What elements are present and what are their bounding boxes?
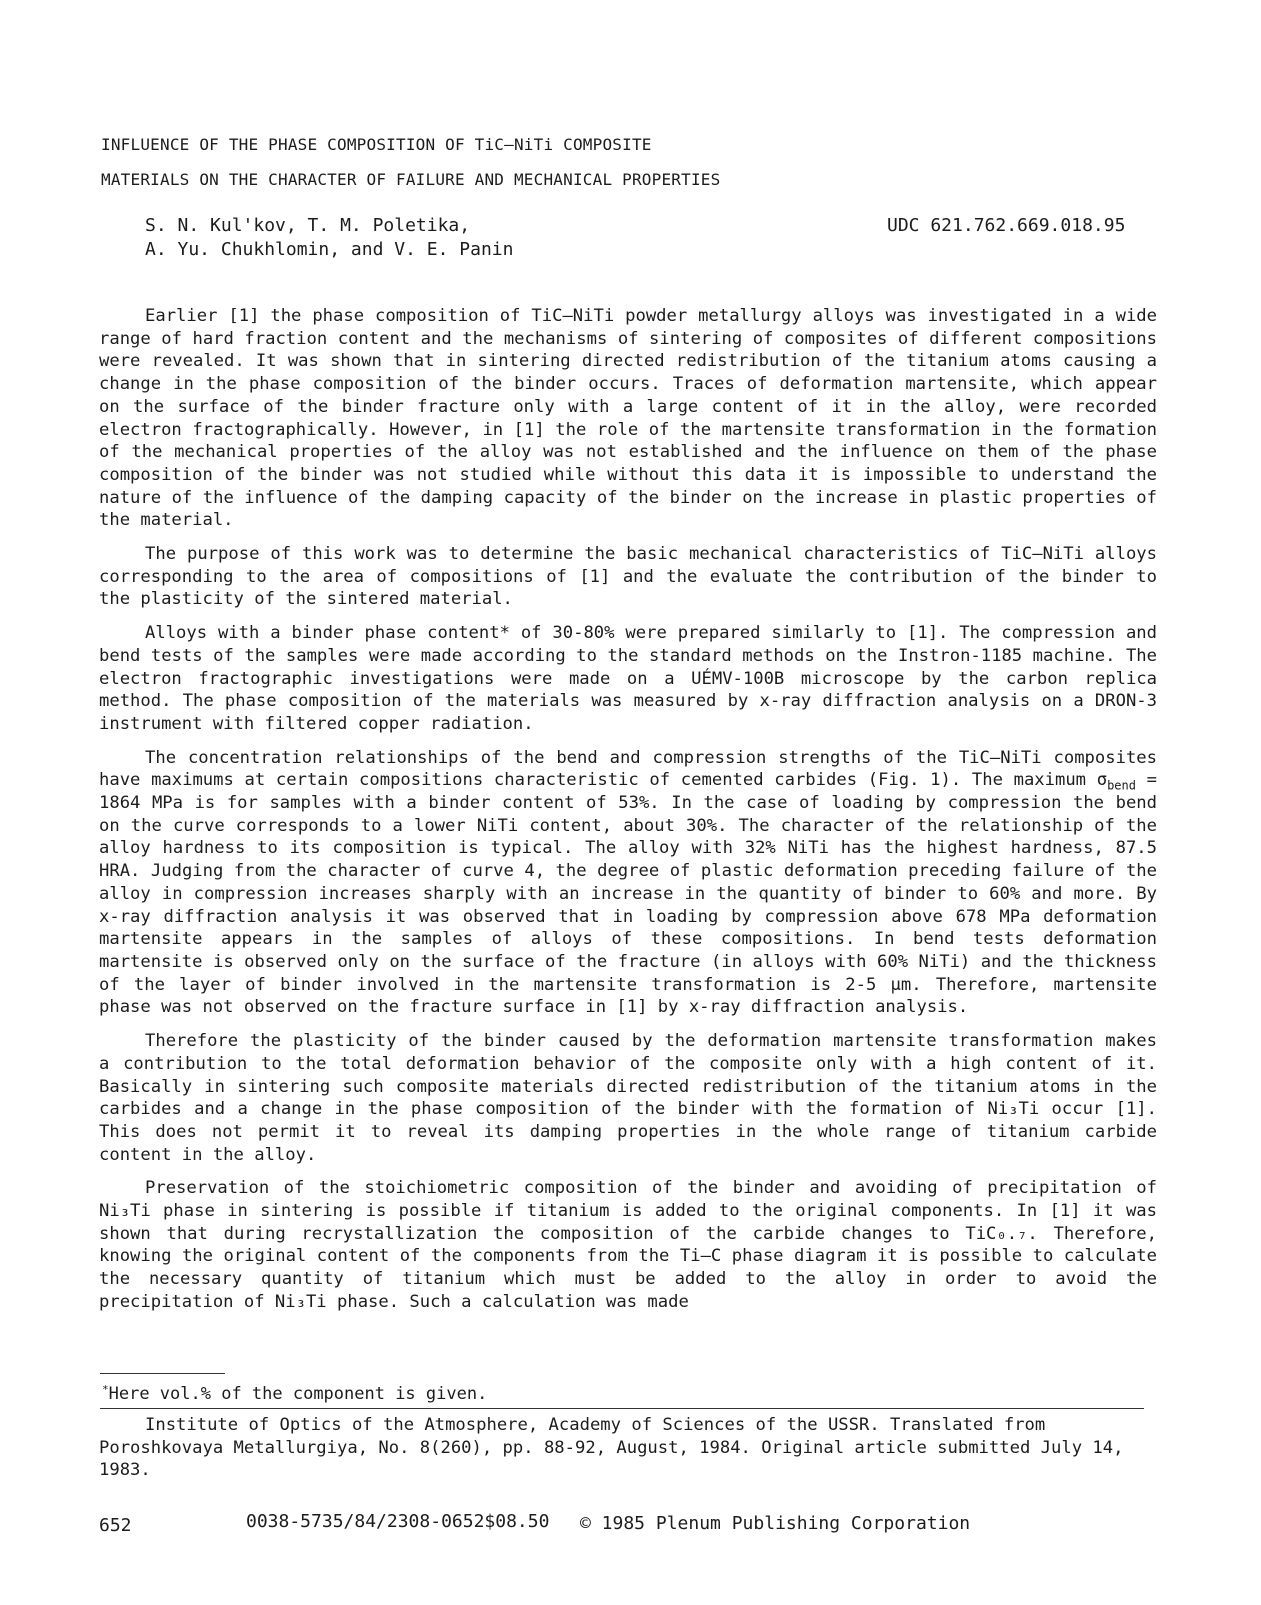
affiliation-note: Institute of Optics of the Atmosphere, Academy of Sciences of the USSR. Translated from Poroshkovaya Metallurgiya, No. 8(260), pp. 88-92, August, 1984. Original article submitted July 14, 1983.	[99, 1415, 1124, 1480]
paragraph-6: Preservation of the stoichiometric composition of the binder and avoiding of precipitation of Ni₃Ti phase in sintering is possible if titanium is added to the original components. In [1] it was shown that during recrystallization the composition of the carbide changes to TiC₀.₇. Therefore, knowing the original content of the components from the Ti—C phase diagram it is possible to calculate the necessary quantity of titanium which must be added to the alloy in order to avoid the precipitation of Ni₃Ti phase. Such a calculation was made	[99, 1178, 1157, 1312]
footnote-marker: *	[102, 1383, 109, 1396]
footnote-divider	[100, 1373, 225, 1374]
article-code: 0038-5735/84/2308-0652$08.50	[246, 1511, 550, 1532]
paragraph-2: The purpose of this work was to determine the basic mechanical characteristics of TiC—NiTi alloys corresponding to the area of compositions of [1] and the evaluate the contribution of the binder to the plasticity of the sintered material.	[99, 544, 1157, 610]
article-title-line-2: MATERIALS ON THE CHARACTER OF FAILURE AND MECHANICAL PROPERTIES	[101, 170, 721, 189]
footnote-text: Here vol.% of the component is given.	[108, 1384, 488, 1404]
paragraph-4-start: The concentration relationships of the bend and compression strengths of the TiC—NiTi composites have maximums at certain compositions characteristic of cemented carbides (Fig. 1). The maximum σ	[99, 747, 1157, 791]
paragraph-3: Alloys with a binder phase content* of 30-80% were prepared similarly to [1]. The compression and bend tests of the samples were made according to the standard methods on the Instron-1185 machine. The electron fractographic investigations were made on a UÉMV-100B microscope by the carbon replica method. The phase composition of the materials was measured by x-ray diffraction analysis on a DRON-3 instrument with filtered copper radiation.	[99, 623, 1157, 734]
authors-line-1: S. N. Kul'kov, T. M. Poletika,	[145, 215, 471, 236]
udc-code: UDC 621.762.669.018.95	[887, 215, 1126, 236]
sigma-subscript: bend	[1107, 778, 1136, 793]
affiliation-divider	[100, 1408, 1144, 1409]
paragraph-4-rest: = 1864 MPa is for samples with a binder content of 53%. In the case of loading by compression the bend on the curve corresponds to a lower NiTi content, about 30%. The character of the relationship of the alloy hardness to its composition is typical. The alloy with 32% NiTi has the highest hardness, 87.5 HRA. Judging from the character of curve 4, the degree of plastic deformation preceding failure of the alloy in compression increases sharply with an increase in the quantity of binder to 60% and more. By x-ray diffraction analysis it was observed that in loading by compression above 678 MPa deformation martensite appears in the samples of alloys of these compositions. In bend tests deformation martensite is observed only on the surface of the fracture (in alloys with 60% NiTi) and the thickness of the layer of binder involved in the martensite transformation is 2-5 μm. Therefore, martensite phase was not observed on the fracture surface in [1] by x-ray diffraction analysis.	[99, 770, 1157, 1018]
paragraph-5: Therefore the plasticity of the binder caused by the deformation martensite transformation makes a contribution to the total deformation behavior of the composite only with a high content of it. Basically in sintering such composite materials directed redistribution of the titanium atoms in the carbides and a change in the phase composition of the binder with the formation of Ni₃Ti occur [1]. This does not permit it to reveal its damping properties in the whole range of titanium carbide content in the alloy.	[99, 1031, 1157, 1165]
footnote	[102, 1383, 487, 1404]
authors	[145, 214, 513, 262]
paragraph-1: Earlier [1] the phase composition of TiC—NiTi powder metallurgy alloys was investigated in a wide range of hard fraction content and the mechanisms of sintering of composites of different compositions were revealed. It was shown that in sintering directed redistribution of the titanium atoms causing a change in the phase composition of the binder occurs. Traces of deformation martensite, which appear on the surface of the binder fracture only with a large content of it in the alloy, were recorded electron fractographically. However, in [1] the role of the martensite transformation in the formation of the mechanical properties of the alloy was not established and the influence on them of the phase composition of the binder was not studied while without this data it is impossible to understand the nature of the influence of the damping capacity of the binder on the increase in plastic properties of the material.	[99, 306, 1157, 531]
authors-line-2: A. Yu. Chukhlomin, and V. E. Panin	[145, 239, 514, 260]
article-title-line-1: INFLUENCE OF THE PHASE COMPOSITION OF TiC—NiTi COMPOSITE	[101, 135, 652, 154]
paragraph-4	[99, 747, 1157, 1019]
article-body	[99, 305, 1157, 1325]
page-number: 652	[99, 1515, 132, 1536]
copyright-notice: © 1985 Plenum Publishing Corporation	[580, 1513, 971, 1534]
